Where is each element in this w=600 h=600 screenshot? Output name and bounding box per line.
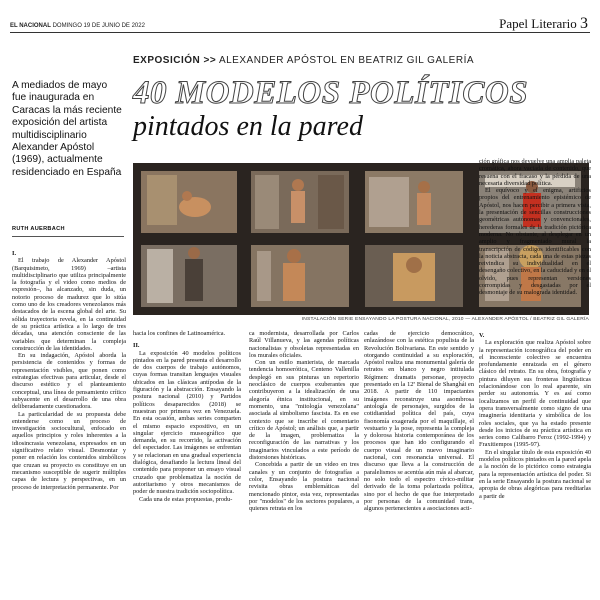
section-number: I.	[12, 250, 17, 257]
page-number: 3	[580, 15, 588, 32]
paragraph: La particularidad de su propuesta debe entenderse como un proceso de investigación sociocultural, enfocado en aquellos principios y roles inherentes a la idiosincrasia venezolana, expresados en un significativo relato visual. Desmontar y poner en relación los contenidos simbólicos que cruzan su proyecto es constituye en un mecanismo susceptible de sugerir múltiples capas de lectura y perspectivas, en un proceso de interpretación permanente. Por	[12, 410, 126, 491]
photo-panel-3	[365, 171, 463, 233]
body-column-2	[133, 330, 241, 600]
paragraph: hacia los confines de Latinoamérica.	[133, 330, 226, 337]
paragraph: La exploración que realiza Apóstol sobre la representación iconográfica del poder en el inconsciente colectivo se encuentra profundamente enraizada en el género clásico del retrato. En su obra, fotografía y pintura diluyen sus fronteras lingüísticas relacionándose con lo real aparente, sin perder su autonomía. Y es así como localizamos un perfil de continuidad que opera transversalmente como signo de una imaginería identitaria y simbólica de los roles sociales, que ya ha estado presente desde los inicios de su práctica artística en series como Calibarro Feroz (1992-1994) y Fraxitiempos (1995-97).	[479, 339, 591, 449]
photo-panel-7	[365, 245, 463, 307]
headline-line-1: 40 MODELOS POLÍTICOS	[133, 75, 529, 111]
paragraph: Con un estilo manierista, de marcada tendencia homoerótica, Centeno Vallenilla desplegó en sus pinturas un repertorio neoclásico de cuerpos exuberantes que contribuyeron a la idealización de una alegoría étnica institucional, en su momento, una "mitología venezolana" asociada al simbolismo fascista. Es en ese contexto que se inscribe el comentario crítico de Apóstol; un análisis que, a partir de la imagen, problematiza la reconfiguración de las narrativas y los imaginarios vinculados a este período de distorsiones históricas.	[249, 359, 359, 462]
section-number: II.	[133, 342, 140, 350]
paragraph: El equívoco y el enigma, artificios propios del entrenamiento epistémico de Apóstol, nos hacen percibir a primera vista, la presentación de sencillas construcciones geométricas autónomas y convencionales, herederas formales de la tradición pictórica moderna. No obstante, al desplegar en un amplio y fragmentado mural la transcripción de códigos identificables con la noticia abstracta, cada una de estas piezas reivindica su individualidad en el desengaño colectivo, en la caducidad y en el olvido, pues representan versiones corrompidas y desgastadas por el desmontaje de su malograda identidad.	[479, 187, 591, 297]
paragraph: Concebida a partir de un video en tres canales y un conjunto de fotografías a color, Ensayando la postura nacional revisita obras emblemáticas del mencionado pintor, esta vez, representadas por "modelos" de los sectores populares, a quienes retrata en los	[249, 461, 359, 513]
body-column-5-top	[479, 158, 591, 330]
photo-panel-5	[141, 245, 237, 307]
byline-rule	[12, 236, 124, 237]
kicker-separator: >>	[203, 55, 217, 66]
paragraph: El trabajo de Alexander Apóstol (Barquisimeto, 1969) –artista multidisciplinario que utiliza principalmente la fotografía y el video como medios de expresión–, ha alcanzado, sin duda, un notorio proceso de madurez que lo sitúa como uno de los creadores venezolanos más destacados de la escena global del arte. Su sólida trayectoria revela, en la continuidad de su práctica artística a lo largo de tres décadas, una atención consciente de las variables que determinan la compleja construcción de las identidades.	[12, 257, 126, 352]
article-lead: A mediados de mayo fue inaugurada en Caracas la más reciente exposición del artista multidisciplinario Alexander Apóstol (1969), actualmente residenciado en España	[12, 80, 122, 178]
publication-name: EL NACIONAL	[10, 23, 51, 29]
paragraph: cadas de ejercicio democrático, enlazándose con la estética populista de la Revolución Bolivariana. En este sentido y otorgando continuidad a su exploración, Apóstol realiza una monumental galería de retratos en blanco y negro intitulada Régimen: dramatis personae, proyecto presentado en la 12ª Bienal de Shanghái en 2018. A partir de 110 impactantes imágenes reconstruye una asombrosa antología de personajes, surgidos de la cotidianidad política del país, cuya fisonomía exagerada por el maquillaje, el vestuario y la pose, representa la compleja y dolorosa historia contemporánea de los procesos que han ido configurando el cuerpo visual de un nuevo imaginario nacional, con resonancia universal. El discurso que lleva a la construcción de paralelismos se acentúa aún más al abarcar, no solo todo el espectro cívico-militar derivado de la toma polarizada política, sino por el hecho de que fue interpretado por personas de la comunidad trans, algunos pertenecientes a asociaciones acti-	[364, 330, 474, 513]
photo-caption: INSTALACIÓN SERIE ENSAYANDO LA POSTURA NACIONAL, 2010 — ALEXANDER APÓSTOL / BEATRIZ GIL GALERÍA	[301, 317, 589, 322]
paragraph: ca modernista, desarrollada por Carlos Raúl Villanueva, y las agendas políticas nacionalistas y obsoletas representadas en los murales oficiales.	[249, 330, 359, 359]
paragraph: ción gráfica nos devuelve una amplia paleta cromática, ahora vaciada de contenido, que resuena con el fracaso y la pérdida de una necesaria diversidad política.	[479, 158, 591, 187]
paragraph: En el singular título de esta exposición 40 modelos políticos pintados en la pared apela a la noción de lo pictórico como estrategia para la representación artística del poder. Si en la serie Ensayando la postura nacional se apropia de obras alegóricas para reeditarlas a partir de	[479, 448, 591, 500]
kicker	[133, 55, 474, 66]
header-rule	[10, 32, 590, 33]
body-column-3	[249, 330, 359, 600]
photo-panel-2	[251, 171, 349, 233]
photo-panel-1	[141, 171, 237, 233]
paragraph: La exposición 40 modelos políticos pintados en la pared presenta el desarrollo de dos cuerpos de trabajo autónomos, cuyas formas transitan lenguajes visuales ubicados en las clásicas antípodas de la figuración y la abstracción. Ensayando la postura nacional (2010) y Partidos políticos desaparecidos (2018) se muestran por primera vez en Venezuela. En esta ocasión, ambas series comparten el mismo espacio expositivo, en un singular ejercicio museográfico que demanda, en su recorrido, la activación del espectador. Las imágenes se enfrentan y se relacionan en una gradual experiencia dialógica, desafiando la lectura lineal del contenido para proponer un ensayo visual cruzado que problematiza la noción de autoritarismo y otros mecanismos de poder de nuestra tradición sociopolítica.	[133, 349, 241, 496]
issue-date: DOMINGO 19 DE JUNIO DE 2022	[52, 23, 145, 29]
masthead	[10, 23, 145, 29]
headline-line-2: pintados en la pared	[133, 111, 363, 142]
paragraph: Cada una de estas propuestas, produ-	[139, 495, 233, 503]
body-column-4	[364, 330, 474, 600]
kicker-text: ALEXANDER APÓSTOL EN BEATRIZ GIL GALERÍA	[218, 55, 475, 66]
paragraph: En su indagación, Apóstol aborda la persistencia de contenidos y formas de representación visibles, que ponen como estrategias efectivas para articular, desde el discurso estético y el planteamiento conceptual, una línea de pensamiento crítico subyacente en el desarrollo de una obra deliberadamente cuestionadora.	[12, 352, 126, 411]
section-label: Papel Literario	[499, 16, 577, 31]
section-name	[499, 15, 588, 33]
body-column-1	[12, 248, 126, 600]
body-column-5-bottom	[479, 330, 591, 600]
photo-panel-6	[251, 245, 349, 307]
kicker-label: EXPOSICIÓN	[133, 55, 201, 66]
byline: RUTH AUERBACH	[12, 226, 65, 232]
section-number: V.	[479, 332, 485, 339]
